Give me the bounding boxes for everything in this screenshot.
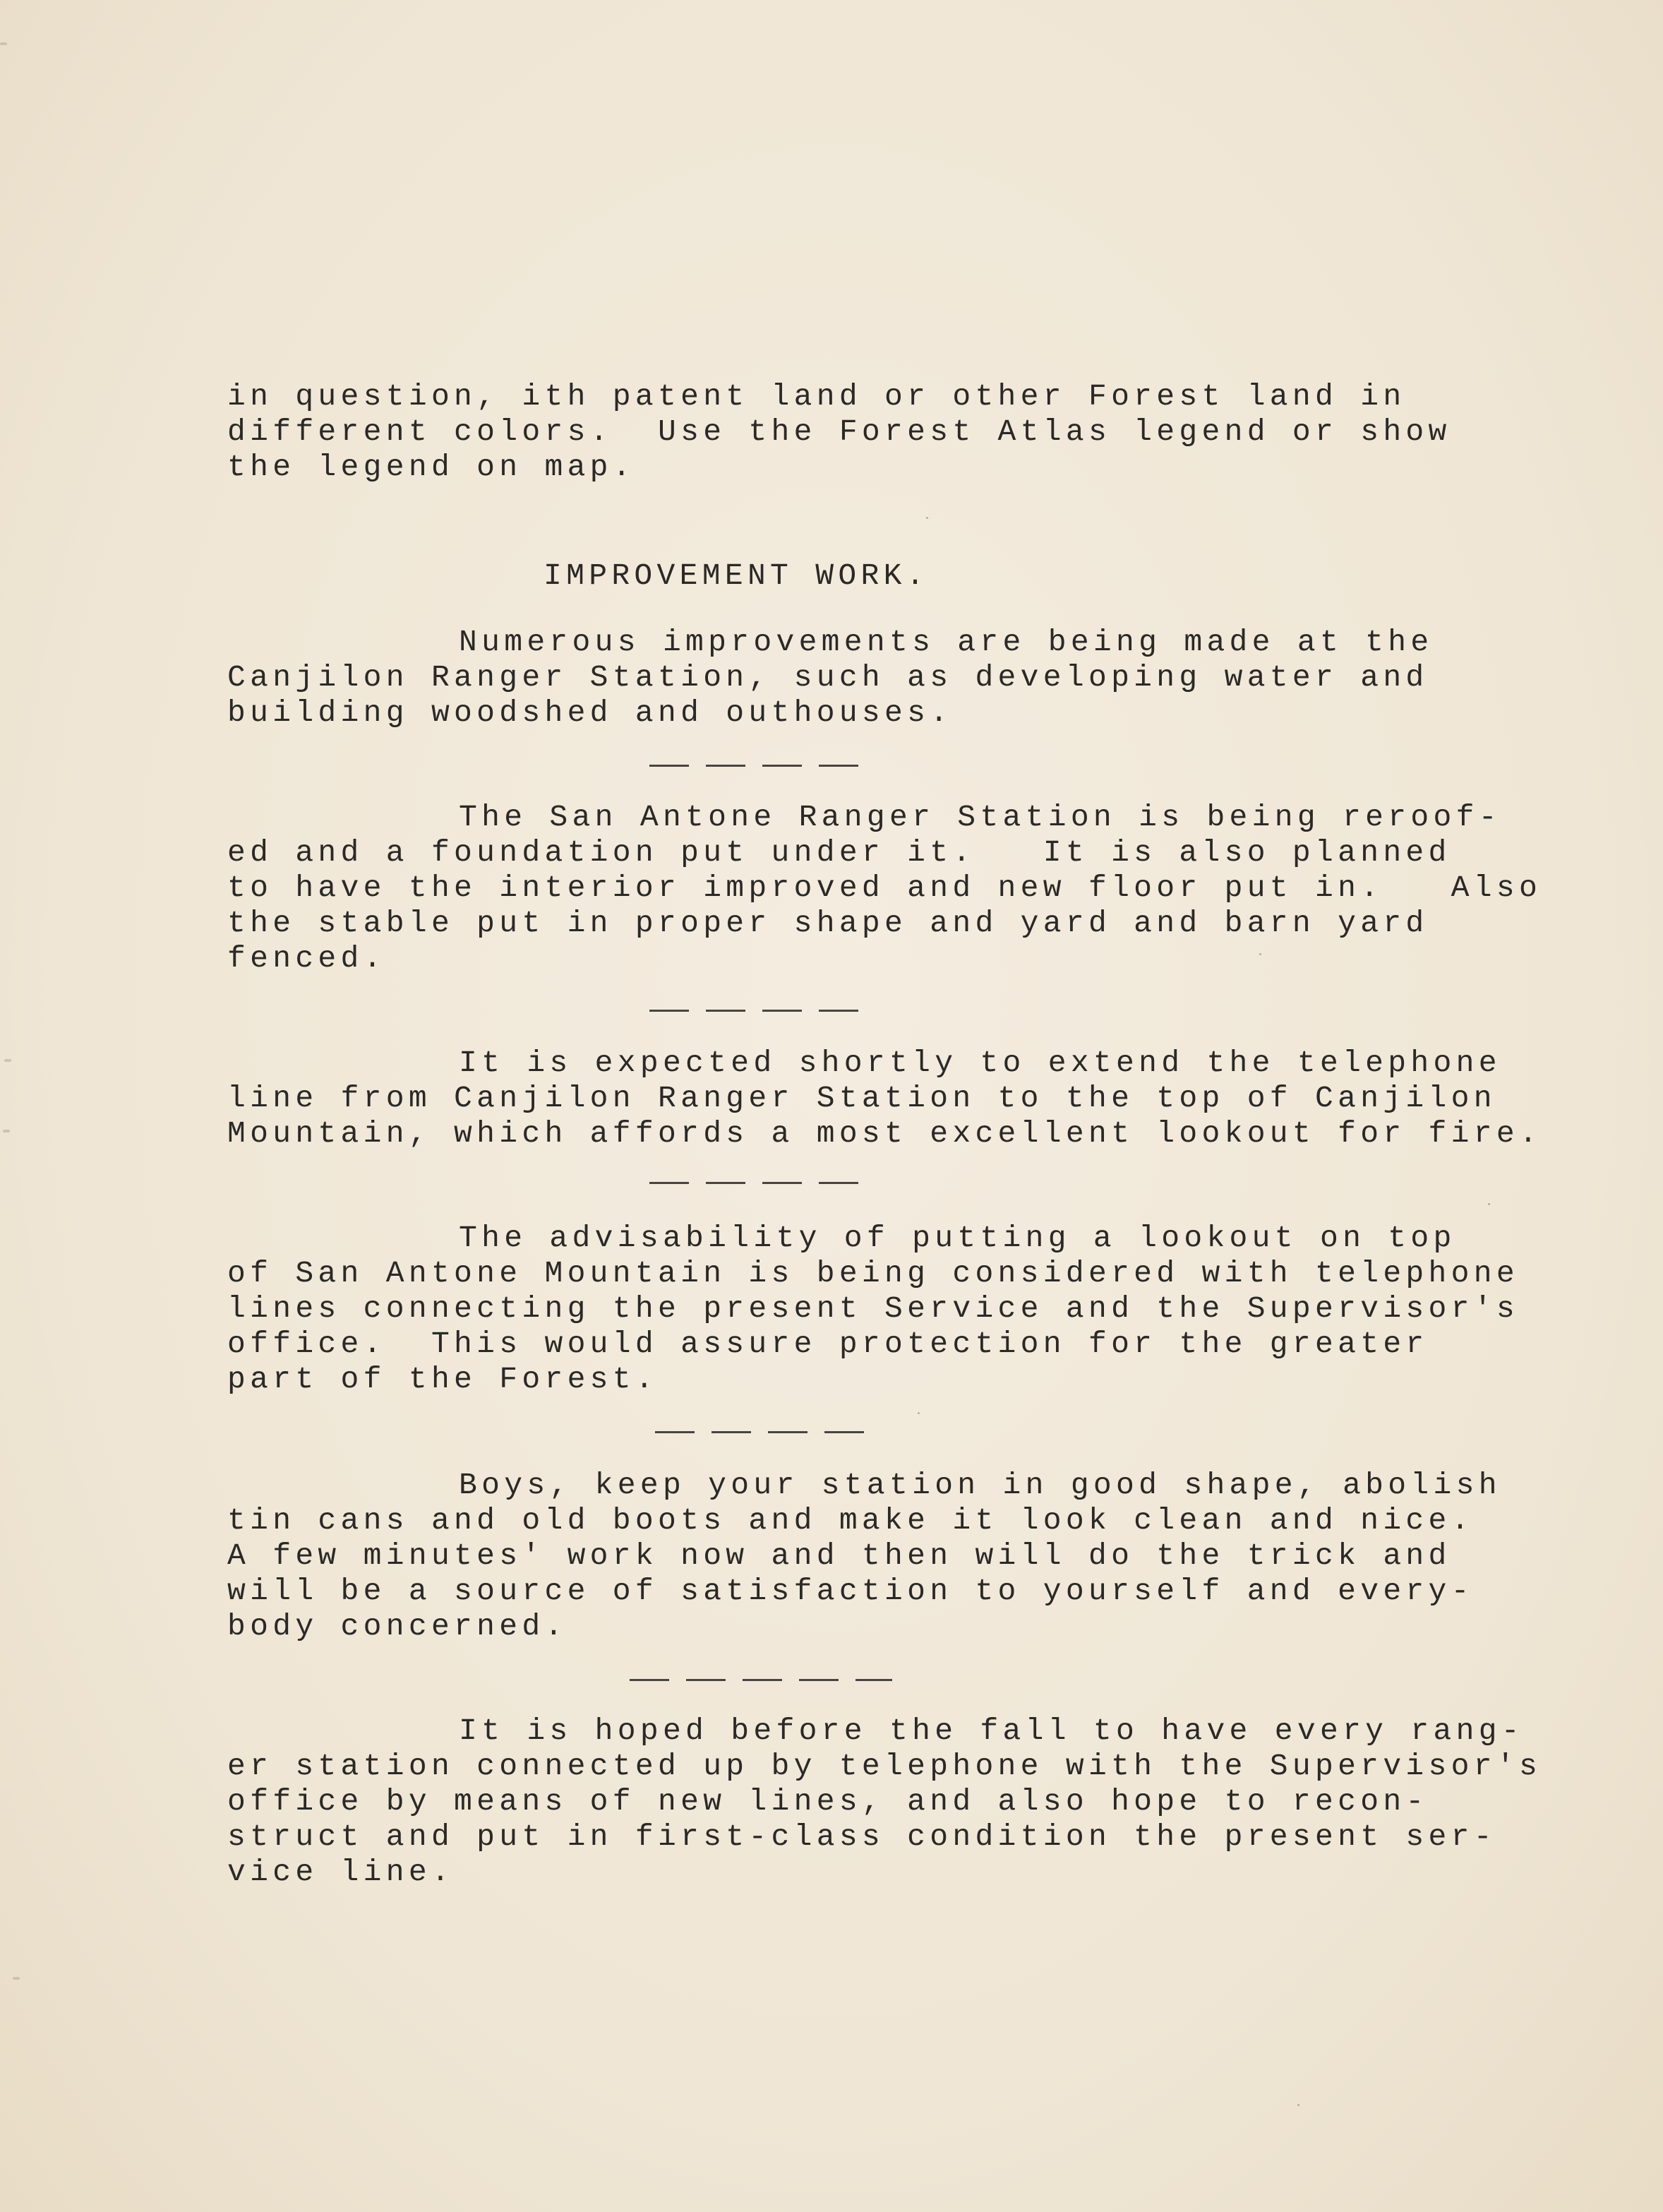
paper-speck xyxy=(1259,953,1261,955)
edge-mark xyxy=(3,1130,10,1132)
separator-line xyxy=(649,765,870,767)
text-line: Numerous improvements are being made at the xyxy=(459,625,1434,659)
text-line: vice line. xyxy=(227,1855,455,1889)
edge-mark xyxy=(4,1059,11,1062)
paper-speck xyxy=(926,517,928,519)
text-line: A few minutes' work now and then will do the trick and xyxy=(227,1538,1451,1573)
edge-mark xyxy=(0,42,7,45)
text-line: ed and a foundation put under it. It is also planned xyxy=(227,835,1451,870)
text-line: line from Canjilon Ranger Station to the top of Canjilon xyxy=(227,1081,1496,1116)
edge-mark xyxy=(13,1977,20,1980)
text-line: building woodshed and outhouses. xyxy=(227,695,953,730)
separator-line xyxy=(630,1679,892,1681)
separator-line xyxy=(649,1182,870,1184)
text-line: office. This would assure protection for the greater xyxy=(227,1327,1429,1361)
text-line: in question, ith patent land or other Forest land in xyxy=(227,379,1406,414)
text-line: fenced. xyxy=(227,941,386,976)
text-line: lines connecting the present Service and the Supervisor's xyxy=(227,1291,1519,1326)
paper-speck xyxy=(918,1412,920,1414)
text-line: tin cans and old boots and make it look clean and nice. xyxy=(227,1503,1474,1538)
text-line: It is expected shortly to extend the telephone xyxy=(459,1046,1501,1080)
text-line: the legend on map. xyxy=(227,450,635,484)
text-line: Canjilon Ranger Station, such as developing water and xyxy=(227,660,1429,695)
separator-line xyxy=(655,1431,870,1433)
text-line: will be a source of satisfaction to yourself and every- xyxy=(227,1574,1474,1608)
paper-speck xyxy=(1297,2104,1299,2106)
text-line: the stable put in proper shape and yard and barn yard xyxy=(227,906,1429,940)
text-line: office by means of new lines, and also hope to recon- xyxy=(227,1784,1429,1819)
text-line: er station connected up by telephone with the Supervisor's xyxy=(227,1749,1542,1783)
text-line: of San Antone Mountain is being considered with telephone xyxy=(227,1256,1519,1291)
text-line: to have the interior improved and new floor put in. Also xyxy=(227,871,1542,905)
separator-line xyxy=(649,1010,870,1012)
text-line: Boys, keep your station in good shape, abolish xyxy=(459,1468,1501,1502)
paper-speck xyxy=(1488,1203,1490,1205)
text-line: The advisability of putting a lookout on top xyxy=(459,1221,1456,1255)
text-line: struct and put in first-class condition the present ser- xyxy=(227,1819,1496,1854)
text-line: body concerned. xyxy=(227,1609,568,1644)
text-line: part of the Forest. xyxy=(227,1362,658,1397)
section-heading: IMPROVEMENT WORK. xyxy=(544,558,929,593)
text-line: The San Antone Ranger Station is being reroof- xyxy=(459,800,1501,835)
text-line: Mountain, which affords a most excellent lookout for fire. xyxy=(227,1116,1542,1151)
text-line: different colors. Use the Forest Atlas legend or show xyxy=(227,414,1451,449)
text-line: It is hoped before the fall to have every rang- xyxy=(459,1714,1524,1748)
